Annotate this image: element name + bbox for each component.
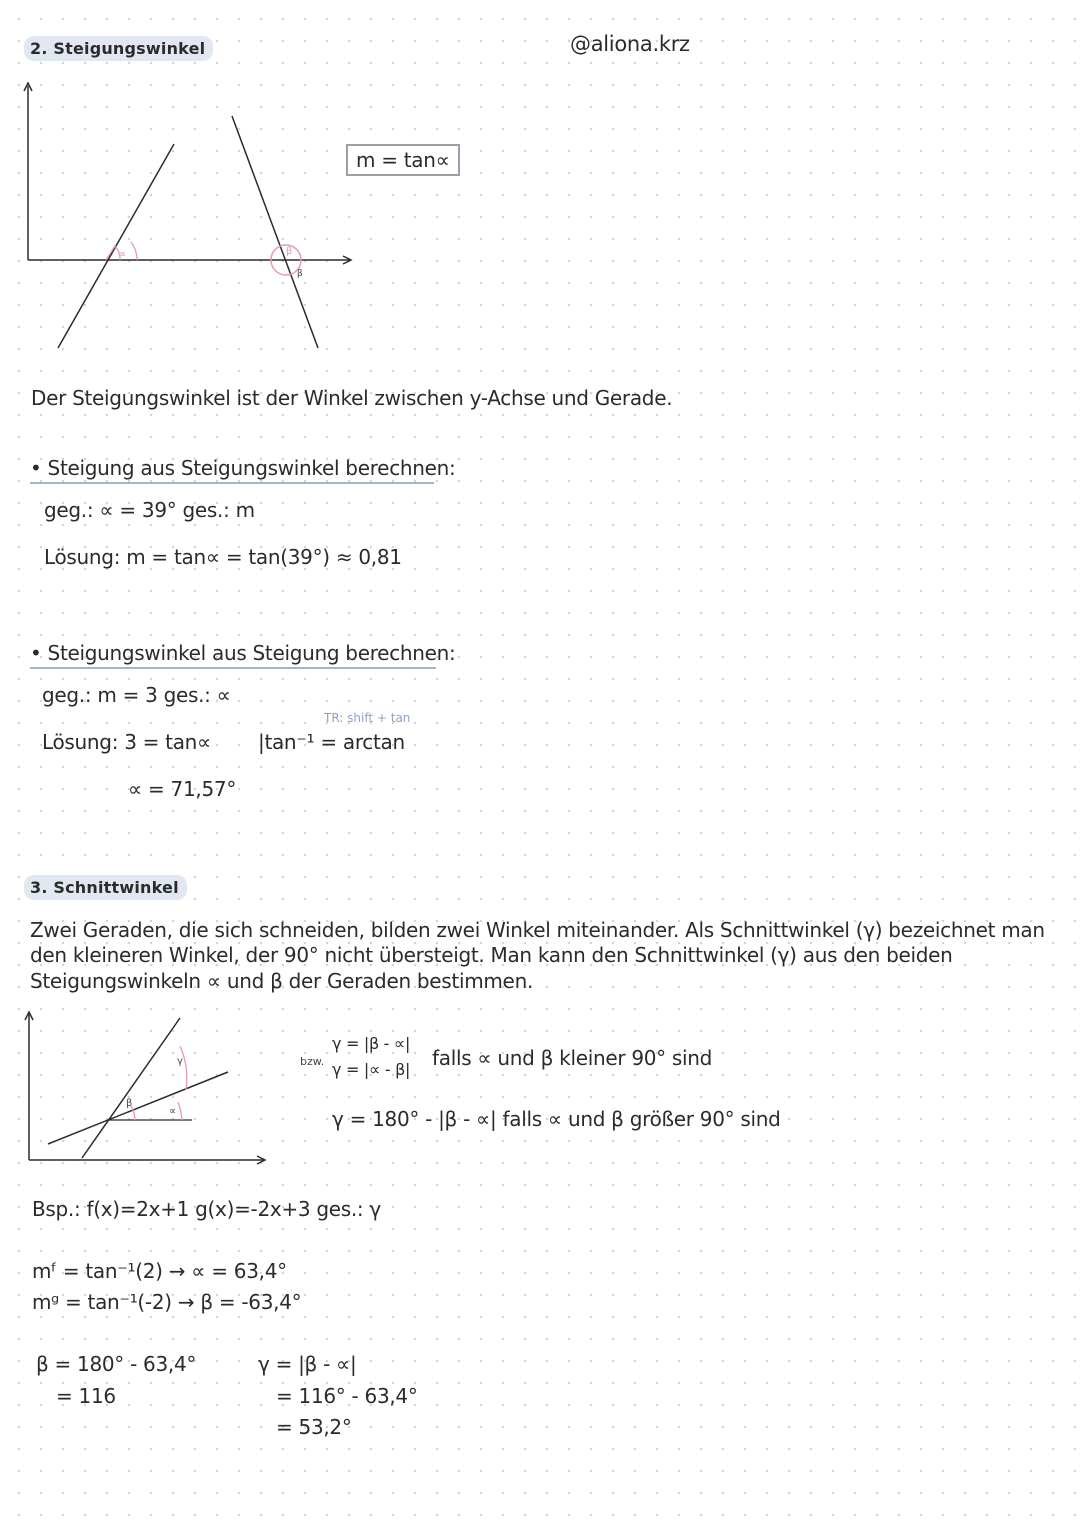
- rule-2: γ = 180° - |β - ∝| falls ∝ und β größer 90° sind: [332, 1107, 781, 1131]
- subheading-winkel-aus-steigung: • Steigungswinkel aus Steigung berechnen:: [30, 641, 436, 669]
- given-1: geg.: ∝ = 39° ges.: m: [44, 498, 255, 522]
- solution-2: Lösung: 3 = tan∝: [42, 730, 212, 754]
- line-falling: [232, 116, 318, 348]
- author-handle: @aliona.krz: [570, 32, 690, 56]
- given-2: geg.: m = 3 ges.: ∝: [42, 683, 231, 707]
- bzw-label: bzw.: [300, 1055, 325, 1068]
- line-rising: [58, 144, 174, 348]
- subheading-steigung-aus-winkel: • Steigung aus Steigungswinkel berechnen:: [30, 456, 434, 484]
- paragraph-line-2: den kleineren Winkel, der 90° nicht übersteigt. Man kann den Schnittwinkel (γ) aus den beiden: [30, 943, 953, 967]
- beta-label-inner: β: [286, 246, 293, 257]
- paragraph-line-1: Zwei Geraden, die sich schneiden, bilden zwei Winkel miteinander. Als Schnittwinkel (γ) bezeichnet man: [30, 918, 1045, 942]
- alpha-arc-outer: [131, 242, 137, 260]
- arctan-operation: |tan⁻¹ = arctan: [258, 730, 405, 754]
- result-alpha: ∝ = 71,57°: [128, 777, 237, 801]
- paragraph-line-3: Steigungswinkeln ∝ und β der Geraden bestimmen.: [30, 969, 534, 993]
- beta-calc-1: β = 180° - 63,4°: [36, 1352, 197, 1376]
- alpha-arc: [106, 246, 120, 260]
- beta-calc-2: = 116: [56, 1384, 116, 1408]
- definition-text: Der Steigungswinkel ist der Winkel zwischen y-Achse und Gerade.: [31, 386, 673, 410]
- slope-g: mᵍ = tan⁻¹(-2) → β = -63,4°: [32, 1290, 302, 1314]
- gamma-calc-1: γ = |β - ∝|: [258, 1352, 357, 1376]
- schnittwinkel-diagram: [20, 1006, 280, 1166]
- gamma-calc-3: = 53,2°: [276, 1415, 352, 1439]
- gamma-calc-2: = 116° - 63,4°: [276, 1384, 418, 1408]
- rule-1-condition: falls ∝ und β kleiner 90° sind: [432, 1046, 713, 1070]
- calculator-note: TR: shift + tan: [324, 711, 411, 725]
- beta-label-outer: β: [297, 269, 303, 279]
- rule-1b: γ = |∝ - β|: [332, 1060, 411, 1079]
- beta-label: β: [126, 1098, 133, 1109]
- example-functions: Bsp.: f(x)=2x+1 g(x)=-2x+3 ges.: γ: [32, 1197, 381, 1221]
- solution-1: Lösung: m = tan∝ = tan(39°) ≈ 0,81: [44, 545, 402, 569]
- rule-1a: γ = |β - ∝|: [332, 1034, 411, 1053]
- gamma-label: γ: [177, 1056, 183, 1067]
- alpha-label: ∝: [169, 1106, 177, 1117]
- alpha-arc: [178, 1102, 182, 1120]
- section-heading-steigungswinkel: 2. Steigungswinkel: [24, 36, 213, 61]
- alpha-label: ∝: [119, 249, 127, 260]
- section-heading-schnittwinkel: 3. Schnittwinkel: [24, 875, 187, 900]
- slope-f: mᶠ = tan⁻¹(2) → ∝ = 63,4°: [32, 1259, 287, 1283]
- line-flat: [48, 1072, 228, 1144]
- gamma-arc: [180, 1046, 187, 1090]
- line-steep: [82, 1018, 180, 1158]
- formula-box: m = tan∝: [346, 144, 460, 176]
- steigungswinkel-diagram: [20, 78, 380, 358]
